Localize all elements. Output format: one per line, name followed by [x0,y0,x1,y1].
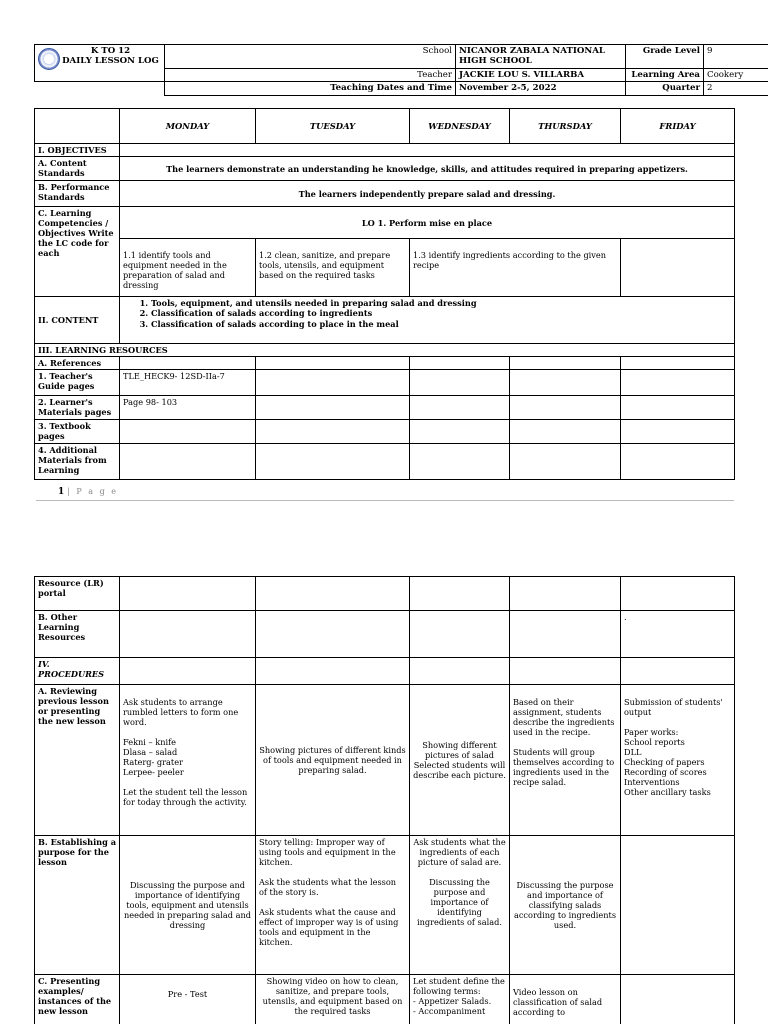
reviewing-monday: Ask students to arrange rumbled letters to form one word. Fekni – knife Dlasa – salad Raterg- grater Lerpee- peeler Let the student tell the lesson for today through the activity. [120,685,256,836]
competency-lo: LO 1. Perform mise en place [120,207,735,239]
content-list-cell [120,297,735,344]
content-item: 3. Classification of salads according to place in the meal [151,319,731,329]
other-resources-label: B. Other Learning Resources [35,611,120,658]
page-word: | P a g e [67,487,119,496]
establishing-monday: Discussing the purpose and importance of identifying tools, equipment and utensils needed in preparing salad and dressing [120,836,256,975]
content-standards-label: A. Content Standards [35,157,120,181]
teacher-label: Teacher [165,69,456,82]
content-list [151,298,731,329]
learners-materials-label: 2. Learner's Materials pages [35,396,120,420]
competency-monday: 1.1 identify tools and equipment needed in the preparation of salad and dressing [120,239,256,297]
presenting-label: C. Presenting examples/ instances of the new lesson [35,975,120,1024]
content-standards-text: The learners demonstrate an understanding he knowledge, skills, and attitudes required in preparing appetizers. [120,157,735,181]
content-item: 1. Tools, equipment, and utensils needed in preparing salad and dressing [151,298,731,308]
reviewing-label: A. Reviewing previous lesson or presenting the new lesson [35,685,120,836]
day-header-wednesday: WEDNESDAY [410,109,510,144]
teachers-guide-monday: TLE_HECK9- 12SD-IIa-7 [120,370,256,396]
quarter-label: Quarter [626,82,704,95]
grade-level-value: 9 [704,45,768,69]
reviewing-thursday: Based on their assignment, students describe the ingredients used in the recipe. Students will group themselves according to ingredients used in the recipe salad. [510,685,621,836]
reviewing-friday: Submission of students' output Paper works: School reports DLL Checking of papers Recording of scores Interventions Other ancillary tasks [621,685,735,836]
day-header-friday: FRIDAY [621,109,735,144]
teacher-value: JACKIE LOU S. VILLARBA [456,69,626,82]
presenting-tuesday: Showing video on how to clean, sanitize, and prepare tools, utensils, and equipment based on the required tasks [256,975,410,1024]
content-item: 2. Classification of salads according to ingredients [151,308,731,318]
dll-line1: K TO 12 [90,46,131,56]
reviewing-tuesday: Showing pictures of different kinds of tools and equipment needed in preparing salad. [256,685,410,836]
lesson-table-page2 [34,576,735,1024]
learners-materials-monday: Page 98- 103 [120,396,256,420]
day-header-thursday: THURSDAY [510,109,621,144]
page-number-value: 1 [58,487,65,497]
page-gap [0,520,768,576]
day-header-tuesday: TUESDAY [256,109,410,144]
learning-area-value: Cookery [704,69,768,82]
day-header-monday: MONDAY [120,109,256,144]
dll-title-cell [35,45,165,82]
header-table [34,44,768,96]
learning-resources-heading: III. LEARNING RESOURCES [35,344,735,357]
dates-value: November 2-5, 2022 [456,82,626,95]
other-resources-friday: . [621,611,735,658]
establishing-tuesday: Story telling: Improper way of using tools and equipment in the kitchen. Ask the students what the lesson of the story is. Ask students what the cause and effect of improper way is of using tools and equipment in the kitchen. [256,836,410,975]
competencies-label: C. Learning Competencies / Objectives Write the LC code for each [35,207,120,297]
lr-portal-label: Resource (LR) portal [35,577,120,611]
textbook-label: 3. Textbook pages [35,420,120,444]
competency-tuesday: 1.2 clean, sanitize, and prepare tools, utensils, and equipment based on the required tasks [256,239,410,297]
learning-area-label: Learning Area [626,69,704,82]
procedures-heading: IV. PROCEDURES [35,658,120,685]
presenting-thursday: Video lesson on classification of salad according to [510,975,621,1024]
establishing-wednesday: Ask students what the ingredients of each picture of salad are. Discussing the purpose and importance of identifying ingredients of salad. [410,836,510,975]
performance-standards-label: B. Performance Standards [35,181,120,207]
dll-line2: DAILY LESSON LOG [62,56,159,67]
footer-divider [36,500,734,501]
objectives-heading: I. OBJECTIVES [35,144,120,157]
lesson-table-page1 [34,108,735,480]
content-heading: II. CONTENT [35,297,120,344]
presenting-monday: Pre - Test [120,975,256,1024]
competency-wednesday-thursday: 1.3 identify ingredients according to the given recipe [410,239,621,297]
grade-level-label: Grade Level [626,45,704,69]
page-2 [0,576,768,1024]
establishing-thursday: Discussing the purpose and importance of classifying salads according to ingredients used. [510,836,621,975]
reviewing-wednesday: Showing different pictures of salad Selected students will describe each picture. [410,685,510,836]
references-label: A. References [35,357,120,370]
establishing-label: B. Establishing a purpose for the lesson [35,836,120,975]
additional-materials-label: 4. Additional Materials from Learning [35,444,120,480]
school-value: NICANOR ZABALA NATIONAL HIGH SCHOOL [456,45,626,69]
performance-standards-text: The learners independently prepare salad and dressing. [120,181,735,207]
dates-label: Teaching Dates and Time [165,82,456,95]
quarter-value: 2 [704,82,768,95]
deped-seal-icon [38,48,60,70]
teachers-guide-label: 1. Teacher's Guide pages [35,370,120,396]
school-label: School [165,45,456,69]
page-number [58,487,118,497]
presenting-wednesday: Let student define the following terms: - Appetizer Salads. - Accompaniment [410,975,510,1024]
